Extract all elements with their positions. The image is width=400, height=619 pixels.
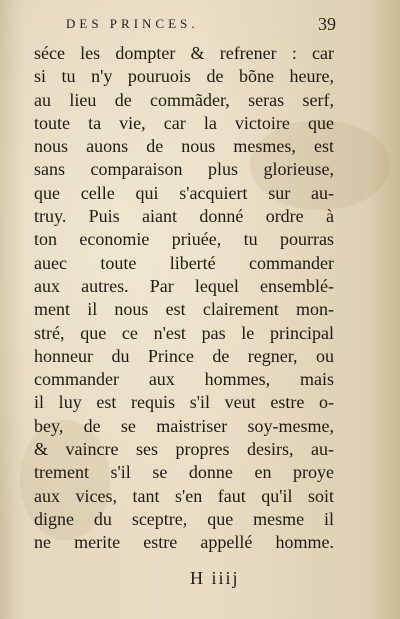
text-line: digne du sceptre, que mesme il (34, 508, 334, 529)
text-line: commander aux hommes, mais (34, 369, 334, 390)
signature-mark: H iiij (190, 568, 240, 588)
body-text (34, 42, 334, 555)
text-line: toute ta vie, car la victoire que (34, 112, 334, 133)
page-header (66, 14, 346, 36)
text-line: & vaincre ses propres desirs, au- (34, 439, 334, 460)
page-number: 39 (318, 14, 336, 34)
text-line: que celle qui s'acquiert sur au- (34, 182, 334, 203)
text-line: ton economie priuée, tu pourras (34, 229, 334, 250)
text-line: ment il nous est clairement mon- (34, 299, 334, 320)
text-line: auec toute liberté commander (34, 252, 334, 273)
text-line: bey, de se maistriser soy-mesme, (34, 415, 334, 436)
text-line: aux autres. Par lequel ensemblé- (34, 275, 334, 296)
text-line: truy. Puis aiant donné ordre à (34, 206, 334, 227)
text-line: stré, que ce n'est pas le principal (34, 322, 334, 343)
text-line: sans comparaison plus glorieuse, (34, 159, 334, 180)
text-line: au lieu de commãder, seras serf, (34, 89, 334, 110)
text-line: il luy est requis s'il veut estre o- (34, 392, 334, 413)
text-line: si tu n'y pouruois de bõne heure, (34, 66, 334, 87)
running-title: DES PRINCES. (66, 16, 199, 31)
text-line: séce les dompter & refrener : car (34, 43, 334, 63)
text-line: honneur du Prince de regner, ou (34, 345, 334, 366)
text-line: trement s'il se donne en proye (34, 462, 334, 483)
text-line: ne merite estre appellé homme. (34, 532, 334, 553)
text-line: nous auons de nous mesmes, est (34, 136, 334, 157)
text-line: aux vices, tant s'en faut qu'il soit (34, 485, 334, 506)
